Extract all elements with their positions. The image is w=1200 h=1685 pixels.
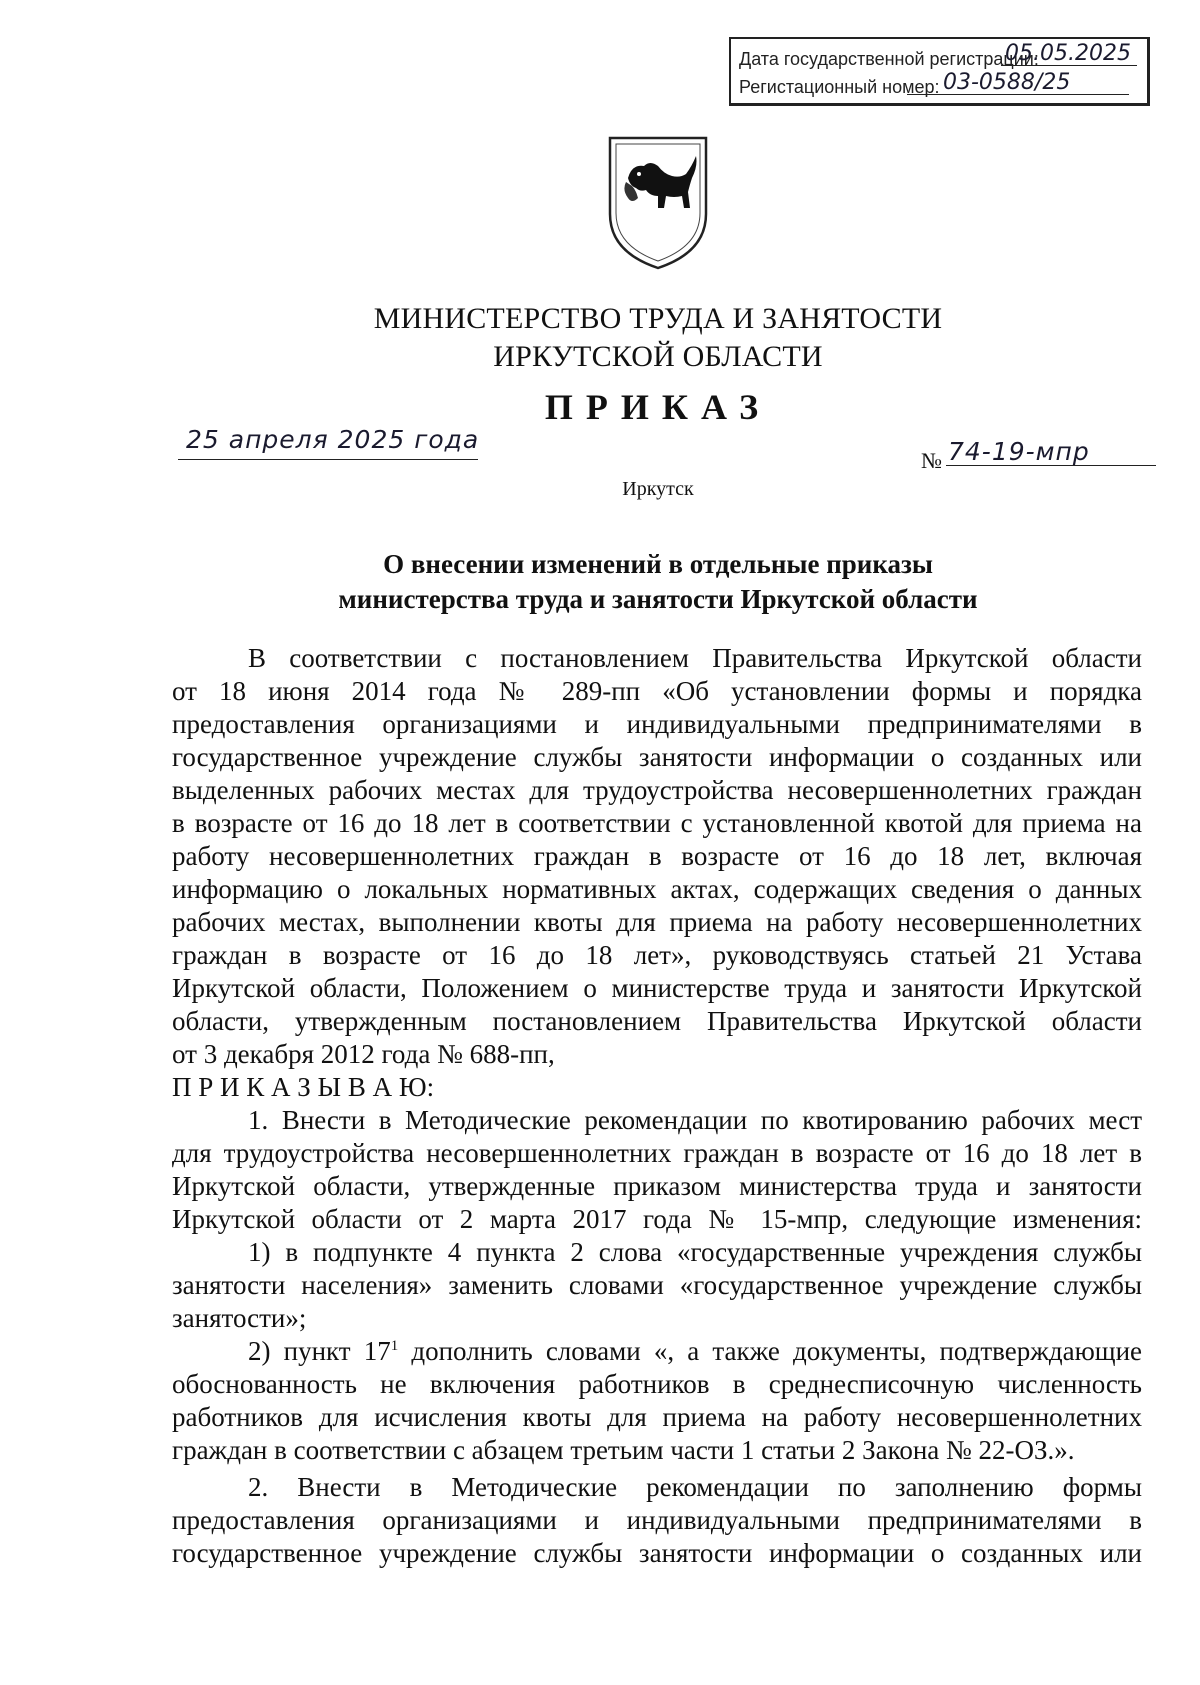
body-line: 1) в подпункте 4 пункта 2 слова «государственные учреждения службы — [248, 1237, 1142, 1267]
body-line: граждан в соответствии с абзацем третьим части 1 статьи 2 Закона № 22-ОЗ.». — [172, 1435, 1075, 1465]
handwritten-date: 25 апреля 2025 года — [186, 425, 480, 454]
body-line: 1. Внести в Методические рекомендации по квотированию рабочих мест — [248, 1105, 1142, 1135]
registration-number-label: Регистационный номер: — [739, 77, 940, 97]
body-line: граждан в возрасте от 16 до 18 лет», руководствуясь статьей 21 Устава — [172, 940, 1142, 970]
body-line: области, утвержденным постановлением Правительства Иркутской области — [172, 1006, 1142, 1036]
date-underline — [178, 459, 478, 460]
city: Иркутск — [622, 478, 694, 500]
order-directive: П Р И К А З Ы В А Ю: — [172, 1072, 435, 1102]
body-line: занятости населения» заменить словами «государственное учреждение службы — [172, 1270, 1142, 1300]
handwritten-number: 74-19-мпр — [948, 437, 1090, 466]
document-type: ПРИКАЗ — [544, 387, 772, 427]
body-line: информацию о локальных нормативных актах, содержащих сведения о данных — [172, 874, 1142, 904]
ministry-name-line-1: МИНИСТЕРСТВО ТРУДА И ЗАНЯТОСТИ — [373, 302, 943, 335]
registration-date-value: 05.05.2025 — [1001, 43, 1137, 66]
body-line: обоснованность не включения работников в среднесписочную численность — [172, 1369, 1142, 1399]
body-line: выделенных рабочих местах для трудоустройства несовершеннолетних граждан — [172, 775, 1142, 805]
body-line: Иркутской области от 2 марта 2017 года № 15-мпр, следующие изменения: — [172, 1204, 1142, 1234]
body-line: 2. Внести в Методические рекомендации по заполнению формы — [248, 1472, 1142, 1502]
body-line: от 18 июня 2014 года № 289-пп «Об установлении формы и порядка — [172, 676, 1142, 706]
body-line-with-superscript — [248, 1335, 1142, 1368]
body-line: в возрасте от 16 до 18 лет в соответствии с установленной квотой для приема на — [172, 808, 1142, 838]
number-underline — [946, 465, 1156, 466]
ministry-name-line-2: ИРКУТСКОЙ ОБЛАСТИ — [493, 340, 823, 373]
number-sign: № — [921, 448, 942, 473]
body-line: В соответствии с постановлением Правительства Иркутской области — [248, 643, 1142, 673]
body-line: предоставления организациями и индивидуальными предпринимателями в — [172, 1505, 1142, 1535]
body-line: государственное учреждение службы занятости информации о созданных или — [172, 742, 1142, 772]
body-line: государственное учреждение службы занятости информации о созданных или — [172, 1538, 1142, 1568]
document-title-line-2: министерства труда и занятости Иркутской области — [338, 584, 978, 614]
body-line: рабочих местах, выполнении квоты для приема на работу несовершеннолетних — [172, 907, 1142, 937]
body-line: работу несовершеннолетних граждан в возрасте от 16 до 18 лет, включая — [172, 841, 1142, 871]
body-line: для трудоустройства несовершеннолетних граждан в возрасте от 16 до 18 лет в — [172, 1138, 1142, 1168]
body-line: работников для исчисления квоты для приема на работу несовершеннолетних — [172, 1402, 1142, 1432]
body-line: занятости»; — [172, 1303, 307, 1333]
superscript: 1 — [390, 1338, 399, 1354]
registration-stamp — [729, 37, 1150, 106]
document-title-line-1: О внесении изменений в отдельные приказы — [383, 549, 933, 579]
body-line: предоставления организациями и индивидуальными предпринимателями в — [172, 709, 1142, 739]
body-line-part: дополнить словами «, а также документы, подтверждающие — [398, 1336, 1143, 1366]
registration-date-label: Дата государственной регистрации: — [739, 49, 1039, 69]
body-line-part: 2) пункт 17 — [248, 1336, 391, 1366]
coat-of-arms-icon — [606, 134, 710, 272]
registration-number-value: 03-0588/25 — [907, 72, 1129, 95]
body-line: от 3 декабря 2012 года № 688-пп, — [172, 1039, 555, 1069]
body-line: Иркутской области, утвержденные приказом министерства труда и занятости — [172, 1171, 1142, 1201]
body-line: Иркутской области, Положением о министерстве труда и занятости Иркутской — [172, 973, 1142, 1003]
